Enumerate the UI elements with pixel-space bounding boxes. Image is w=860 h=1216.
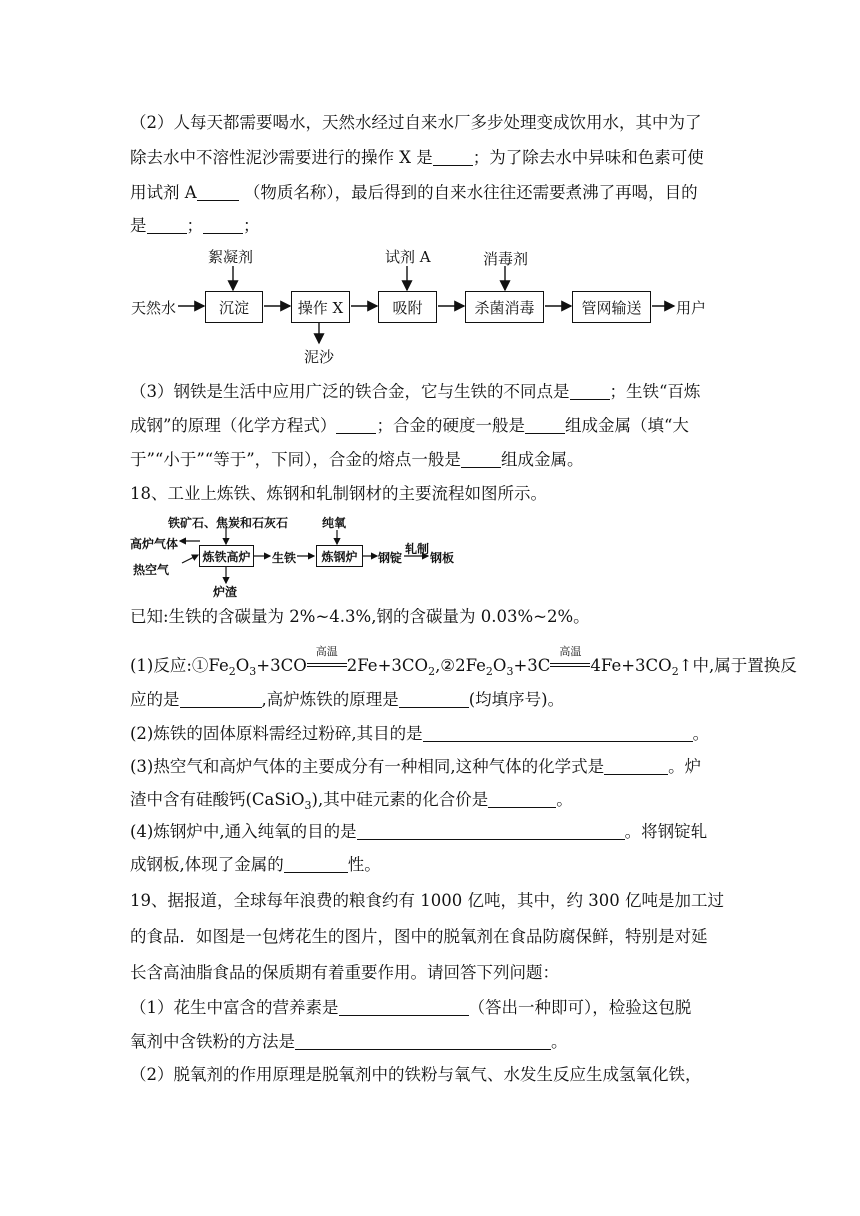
text: ；生铁“百炼 [609, 382, 701, 401]
text: (1)反应:①Fe [130, 656, 229, 675]
label-rolling: 轧制 [405, 542, 430, 556]
text: (3)热空气和高炉气体的主要成分有一种相同,这种气体的化学式是 [130, 757, 605, 776]
answer-blank[interactable] [339, 999, 469, 1016]
subscript: 3 [304, 799, 312, 812]
q18-title: 18、工业上炼铁、炼钢和轧制钢材的主要流程如图所示。 [130, 484, 547, 503]
text: 除去水中不溶性泥沙需要进行的操作 X 是 [130, 148, 433, 167]
text: 是 [130, 216, 147, 235]
subscript: 3 [506, 665, 514, 678]
text: （3）钢铁是生活中应用广泛的铁合金，它与生铁的不同点是 [130, 382, 570, 401]
step-operation-x: 操作 X [291, 291, 350, 323]
subscript: 3 [249, 665, 257, 678]
input-disinfectant: 消毒剂 [483, 250, 529, 268]
answer-blank[interactable] [488, 791, 556, 808]
text: 用试剂 A [130, 183, 197, 202]
step-disinfection: 杀菌消毒 [465, 291, 544, 323]
text: 。 [551, 1032, 568, 1051]
q19-line5 [130, 1032, 568, 1052]
box-blast-furnace: 炼铁高炉 [199, 545, 254, 567]
text: 。 [556, 790, 573, 809]
text: ,②2Fe [435, 656, 486, 675]
q19-line6: （2）脱氧剂的作用原理是脱氧剂中的铁粉与氧气、水发生反应生成氢氧化铁， [130, 1065, 702, 1084]
subscript: 2 [485, 665, 493, 678]
text: （1）花生中富含的营养素是 [130, 998, 339, 1017]
input-reagent-a: 试剂 A [385, 248, 431, 266]
text: ,高炉炼铁的原理是 [261, 690, 399, 709]
equals-bar [550, 663, 590, 667]
text: ；合金的硬度一般是 [376, 416, 525, 435]
answer-blank[interactable] [295, 1033, 551, 1050]
text: （2）人每天都需要喝水，天然水经过自来水厂多步处理变成饮用水，其中为了 [130, 113, 702, 132]
end-label: 用户 [676, 299, 707, 317]
step-sedimentation: 沉淀 [205, 291, 263, 323]
q19-line4 [130, 998, 691, 1018]
text: ↑中,属于置换反 [678, 656, 797, 675]
text: 应的是 [130, 690, 180, 709]
label-pig-iron: 生铁 [272, 551, 297, 565]
reaction-condition [550, 645, 590, 676]
input-raw-materials: 铁矿石、焦炭和石灰石 [168, 516, 289, 530]
subscript: 2 [428, 665, 436, 678]
label-ingot: 钢锭 [378, 551, 403, 565]
text: 。炉 [668, 757, 702, 776]
text: 2Fe+3CO [346, 656, 429, 675]
input-flocculant: 絮凝剂 [208, 248, 254, 266]
text: +3C [513, 656, 551, 675]
text: O [492, 656, 507, 675]
q19-line3: 长含高油脂食品的保质期有着重要作用。请回答下列问题： [130, 963, 559, 982]
box-steel-furnace: 炼钢炉 [316, 545, 363, 567]
text: 氧剂中含铁粉的方法是 [130, 1032, 295, 1051]
q18-known: 已知:生铁的含碳量为 2%~4.3%,钢的含碳量为 0.03%~2%。 [130, 607, 590, 626]
answer-blank[interactable] [604, 758, 668, 775]
text: 性。 [347, 855, 381, 874]
output-sludge: 泥沙 [304, 348, 335, 366]
text: (2)炼铁的固体原料需经过粉碎,其目的是 [130, 724, 423, 743]
q19-line2: 的食品．如图是一包烤花生的图片，图中的脱氧剂在食品防腐保鲜，特别是对延 [130, 927, 708, 946]
q18-part2 [130, 724, 709, 744]
q18-part4-line1 [130, 822, 707, 842]
text: ； [186, 216, 203, 235]
answer-blank[interactable] [284, 856, 348, 873]
text: (4)炼钢炉中,通入纯氧的目的是 [130, 822, 357, 841]
source-label: 天然水 [131, 299, 177, 317]
input-hot-air: 热空气 [133, 563, 170, 577]
reaction-condition [307, 645, 347, 676]
q18-part4-line2 [130, 855, 381, 875]
text: 渣中含有硅酸钙(CaSiO [130, 790, 305, 809]
q18-part3-line1 [130, 757, 701, 777]
answer-blank[interactable] [423, 725, 693, 742]
text: 成钢板,体现了金属的 [130, 855, 284, 874]
q19-line1: 19、据报道，全球每年浪费的粮食约有 1000 亿吨，其中，约 300 亿吨是加工过 [130, 891, 724, 910]
equals-bar [307, 663, 347, 667]
step-adsorption: 吸附 [378, 291, 437, 323]
subscript: 2 [228, 665, 236, 678]
text: （答出一种即可），检验这包脱 [468, 998, 692, 1017]
text: ),其中硅元素的化合价是 [311, 790, 489, 809]
q18-part3-line2 [130, 790, 573, 810]
output-slag: 炉渣 [213, 585, 238, 599]
text: 于”“小于”“等于”，下同），合金的熔点一般是 [130, 450, 461, 469]
label-steel-plate: 钢板 [430, 551, 455, 565]
answer-blank[interactable] [399, 691, 469, 708]
text: （物质名称），最后得到的自来水往往还需要煮沸了再喝，目的 [238, 183, 698, 202]
q18-part1-line1 [130, 645, 797, 678]
condition-label: 高温 [559, 645, 582, 658]
text: 。 [692, 724, 710, 743]
text: ；为了除去水中异味和色素可使 [472, 148, 704, 167]
subscript: 2 [671, 665, 679, 678]
text: 组成金属。 [500, 450, 584, 469]
text: (均填序号)。 [468, 690, 565, 709]
text: 组成金属（填“大 [564, 416, 689, 435]
answer-blank[interactable] [180, 691, 262, 708]
text: 成钢”的原理（化学方程式） [130, 416, 337, 435]
output-furnace-gas: 高炉气体 [130, 537, 179, 551]
text: 。将钢锭轧 [624, 822, 708, 841]
input-pure-oxygen: 纯氧 [322, 516, 347, 530]
condition-label: 高温 [315, 645, 338, 658]
text: O [235, 656, 250, 675]
text: ； [243, 216, 260, 235]
q18-part1-line2 [130, 690, 564, 710]
answer-blank[interactable] [357, 823, 625, 840]
text: +3CO [256, 656, 307, 675]
text: 4Fe+3CO [590, 656, 672, 675]
step-pipe-delivery: 管网输送 [572, 291, 651, 323]
